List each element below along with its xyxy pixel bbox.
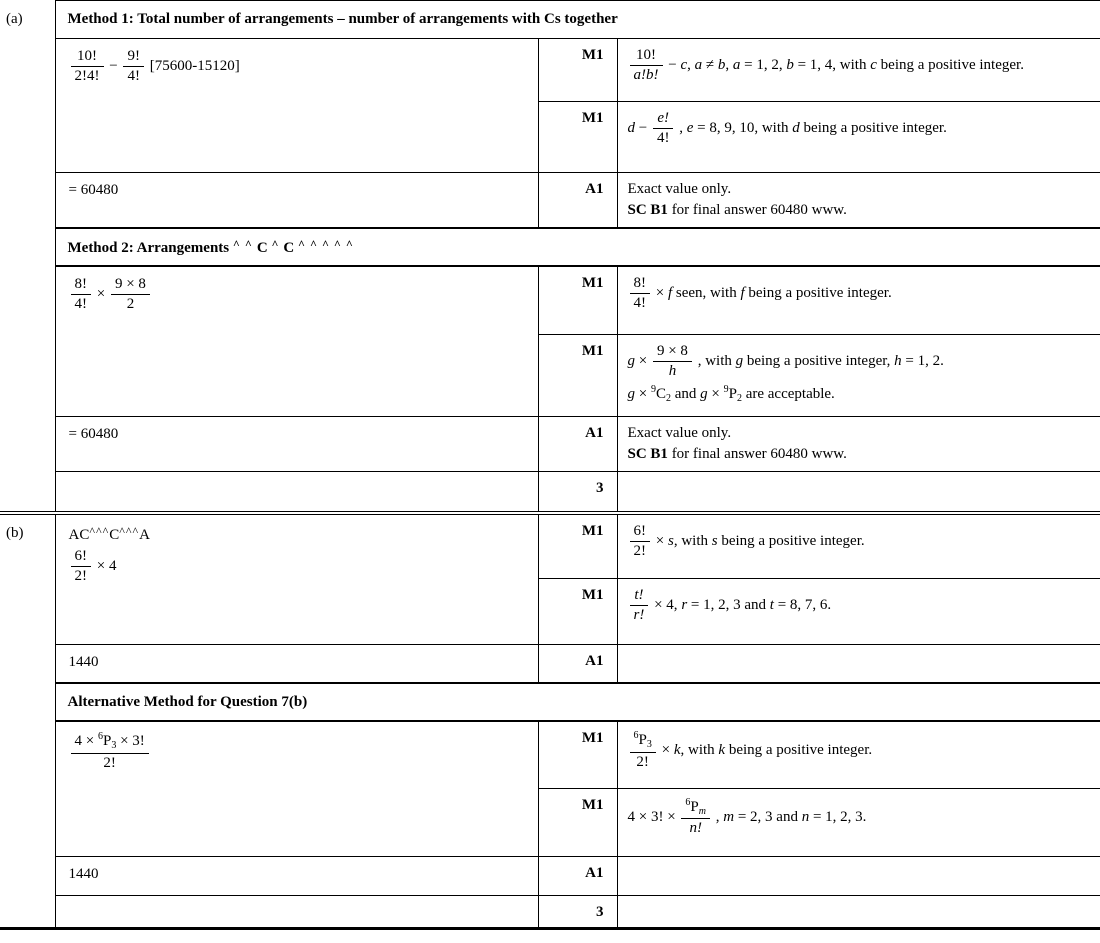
partb-m1b-guidance: $\frac{t!}{r!}$ × 4, r = 1, 2, 3 and t = 8, 7, 6. [617,578,1100,644]
part-label-a: (a) [0,1,55,514]
method2-m1a-guidance: $\frac{8!}{4!}$ × f seen, with f being a positive integer. [617,266,1100,334]
method1-header: Method 1: Total number of arrangements – number of arrangements with Cs together [55,1,1100,39]
mark-m1: M1 [538,788,617,856]
a1-guidance-line1: Exact value only. [627,424,732,441]
alt-working: $\frac{4 \times ^6P_3 \times 3!}{2!}$ [69,731,532,772]
mark-m1: M1 [538,513,617,578]
mark-m1: M1 [538,102,617,173]
partb-answer-cell: 1440 [55,644,538,683]
method2-working: $\frac{8!}{4!}$ × $\frac{9 \times 8}{2}$ [69,276,532,314]
mark-a1: A1 [538,644,617,683]
alt-m1a-guidance: $\frac{^6P_3}{2!}$ × k, with k being a positive integer. [617,721,1100,788]
part-label-b: (b) [0,513,55,928]
method2-m1b-line2: $g \times ^9C_2$ and $g \times ^9P_2$ are acceptable. [627,384,835,404]
method2-working-cell [55,266,538,416]
empty-guidance-cell [617,644,1100,683]
empty-working-cell [55,471,538,513]
partb-m1a-guidance: $\frac{6!}{2!}$ × s, with s being a positive integer. [617,513,1100,578]
a1-guidance-line1: Exact value only. [627,181,732,197]
alt-m1b-guidance: 4 × 3! × $\frac{^6P_m}{n!}$ , m = 2, 3 and n = 1, 2, 3. [617,788,1100,856]
method1-m1a-guidance: $\frac{10!}{a!b!}$ − c, a ≠ b, a = 1, 2, b = 1, 4, with c being a positive integer. [617,39,1100,102]
empty-guidance-cell [617,895,1100,928]
mark-m1: M1 [538,578,617,644]
method2-a1-guidance [617,416,1100,471]
mark-m1-a1row: M1 [538,39,617,102]
method1-working-cell [55,39,538,173]
empty-guidance-cell [617,856,1100,895]
method1-a1-guidance [617,173,1100,229]
partb-working-line2: $\frac{6!}{2!}$ × 4 [69,548,532,586]
section-b-total: 3 [538,895,617,928]
empty-guidance-cell [617,471,1100,513]
partb-working-line1: AC^^^C^^^A [68,524,151,543]
mark-m1: M1 [538,266,617,334]
a1-guidance-line2: SC B1 for final answer 60480 www. [627,445,847,462]
mark-m1: M1 [538,334,617,416]
method2-header: Method 2: Arrangements ^ ^ C ^ C ^ ^ ^ ^ ^ [55,228,1100,266]
mark-a1: A1 [538,856,617,895]
mark-a1: A1 [538,173,617,229]
partb-working-cell [55,513,538,644]
section-a-total: 3 [538,471,617,513]
method1-answer-cell: = 60480 [55,173,538,229]
mark-m1: M1 [538,721,617,788]
method2-m1b-line1: g × $\frac{9 \times 8}{h}$ , with g being a positive integer, h = 1, 2. [627,342,944,379]
a1-guidance-line2: SC B1 for final answer 60480 www. [627,202,847,218]
alt-working-cell [55,721,538,856]
mark-a1: A1 [538,416,617,471]
method2-answer-cell: = 60480 [55,416,538,471]
alt-method-header: Alternative Method for Question 7(b) [55,683,1100,721]
alt-answer-cell: 1440 [55,856,538,895]
method1-m1b-guidance: d − $\frac{e!}{4!}$ , e = 8, 9, 10, with d being a positive integer. [617,102,1100,173]
empty-working-cell [55,895,538,928]
method2-m1b-guidance [617,334,1100,416]
method1-working: $\frac{10!}{2!4!}$ − $\frac{9!}{4!}$ [75600-15120] [69,48,532,86]
